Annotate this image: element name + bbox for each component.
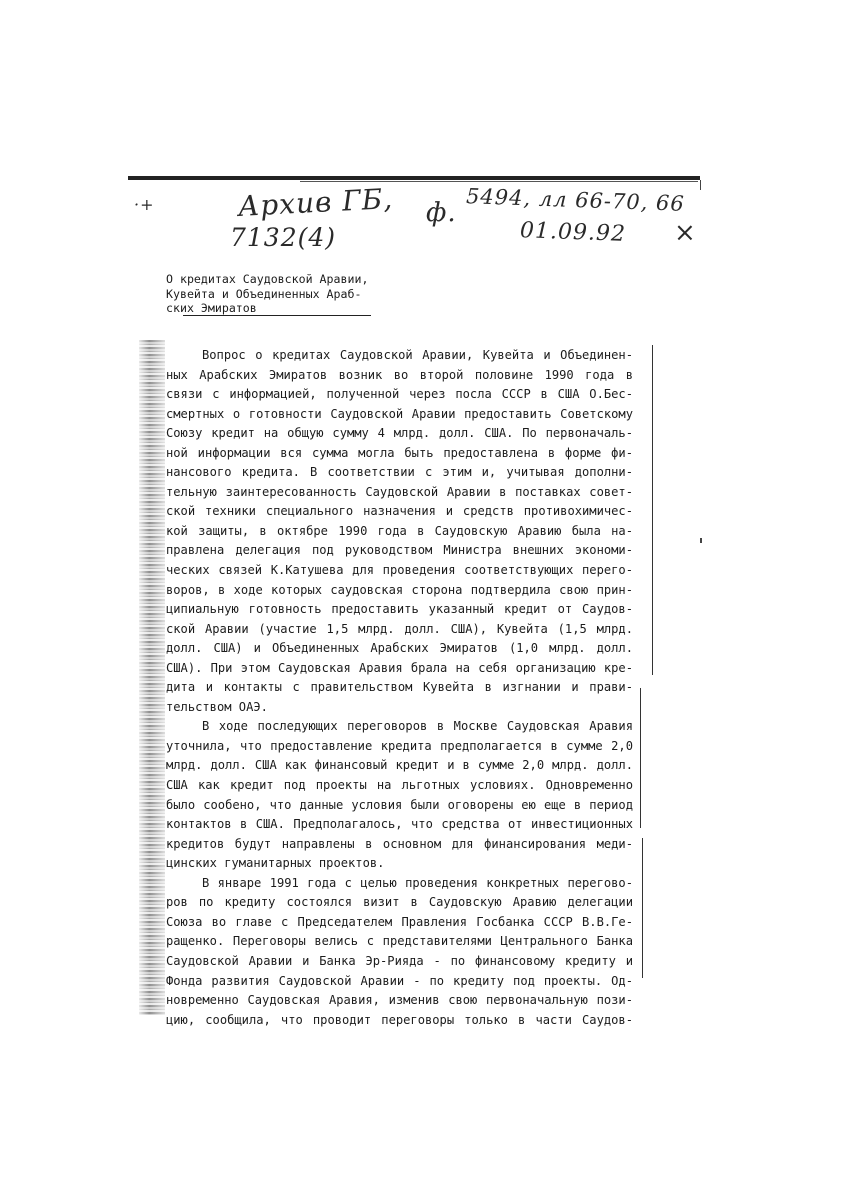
text-line: ной информации вся сумма могла быть предоставлена в форме фи- — [166, 445, 633, 460]
scan-speck — [700, 538, 702, 543]
scan-top-rule — [128, 176, 700, 180]
text-line: правлена делегация под руководством Министра внешних экономи- — [166, 543, 633, 558]
title-line: ских Эмиратов — [166, 301, 257, 315]
handwritten-delo-pages: 5494, лл 66-70, 66 — [465, 184, 686, 216]
paragraph-3 — [166, 874, 633, 1030]
scan-top-rule-thin — [300, 181, 698, 182]
paragraph-1 — [166, 346, 633, 717]
text-line: нансового кредита. В соответствии с этим и, учитывая дополни- — [166, 465, 633, 480]
text-line: кредитов будут направлены в основном для финансирования меди- — [166, 836, 633, 851]
text-line: смертных о готовности Саудовской Аравии предоставить Советскому — [166, 406, 633, 421]
margin-bar-right-1 — [652, 345, 653, 675]
text-line: Вопрос о кредитах Саудовской Аравии, Кувейта и Объединен- — [202, 348, 633, 362]
text-line: млрд. долл. США как финансовый кредит и в сумме 2,0 млрд. долл. — [166, 758, 633, 773]
text-line: цинских гуманитарных проектов. — [166, 856, 385, 871]
text-line: было сообено, что данные условия были оговорены ею еще в период — [166, 797, 633, 812]
text-line: контактов в США. Предполагалось, что средства от инвестиционных — [166, 817, 633, 832]
handwritten-fond: ф. — [426, 198, 457, 228]
text-line: долл. США) и Объединенных Арабских Эмиратов (1,0 млрд. долл. — [166, 641, 633, 656]
text-line: ской техники специального назначения и средств противохимичес- — [166, 504, 633, 519]
text-line: ческих связей К.Катушева для проведения соответствующих перего- — [166, 563, 633, 578]
text-line: Фонда развития Саудовской Аравии - по кредиту под проекты. Од- — [166, 973, 633, 988]
text-line: дита и контакты с правительством Кувейта в изгнании и прави- — [166, 680, 633, 695]
text-line: Саудовской Аравии и Банка Эр-Рияда - по финансовому кредиту и — [166, 953, 633, 968]
scan-speck — [700, 180, 701, 190]
scan-binding-shadow — [139, 340, 165, 1015]
document-body — [166, 346, 633, 1030]
paragraph-2 — [166, 717, 633, 873]
handwritten-archive-ref: Архив ГБ, — [237, 181, 394, 224]
handwritten-date: 01.09.92 — [519, 218, 627, 247]
text-line: ципиальную готовность предоставить указанный кредит от Саудов- — [166, 602, 633, 617]
text-line: кой защиты, в октябре 1990 года в Саудовскую Аравию была на- — [166, 523, 633, 538]
margin-bar-right-2 — [640, 688, 641, 828]
text-line: США). При этом Саудовская Аравия брала на себя организацию кре- — [166, 660, 633, 675]
text-line: США как кредит под проекты на льготных условиях. Одновременно — [166, 778, 633, 793]
handwritten-x-mark: × — [674, 218, 697, 248]
text-line: тельством ОАЭ. — [166, 699, 268, 714]
text-line: В январе 1991 года с целью проведения конкретных перегово- — [202, 875, 633, 890]
handwritten-mark: ·+ — [134, 195, 155, 214]
title-line: Кувейта и Объединенных Араб- — [166, 286, 362, 301]
text-line: В ходе последующих переговоров в Москве Саудовская Аравия — [202, 719, 633, 734]
text-line: новременно Саудовская Аравия, изменив свою первоначальную пози- — [166, 993, 633, 1008]
text-line: воров, в ходе которых саудовская сторона подтвердила свою прин- — [166, 582, 633, 597]
text-line: связи с информацией, полученной через посла СССР в США О.Бес- — [166, 387, 633, 402]
document-title — [166, 272, 396, 316]
title-line: О кредитах Саудовской Аравии, — [166, 272, 369, 286]
margin-bar-right-3 — [642, 838, 643, 978]
title-underline — [183, 315, 371, 316]
text-line: Союза во главе с Председателем Правления Госбанка СССР В.В.Ге- — [166, 914, 633, 929]
text-line: тельную заинтересованность Саудовской Аравии в поставках совет- — [166, 484, 633, 499]
handwritten-number: 7132(4) — [230, 223, 337, 252]
text-line: ров по кредиту состоялся визит в Саудовскую Аравию делегации — [166, 895, 633, 910]
text-line: Союзу кредит на общую сумму 4 млрд. долл. США. По первоначаль- — [166, 426, 633, 441]
text-line: ращенко. Переговоры велись с представителями Центрального Банка — [166, 934, 633, 949]
text-line: ных Арабских Эмиратов возник во второй половине 1990 года в — [166, 367, 633, 382]
text-line: ской Аравии (участие 1,5 млрд. долл. США), Кувейта (1,5 млрд. — [166, 621, 633, 636]
text-line: уточнила, что предоставление кредита предполагается в сумме 2,0 — [166, 738, 633, 753]
text-line: цию, сообщила, что проводит переговоры только в части Саудов- — [166, 1012, 633, 1027]
